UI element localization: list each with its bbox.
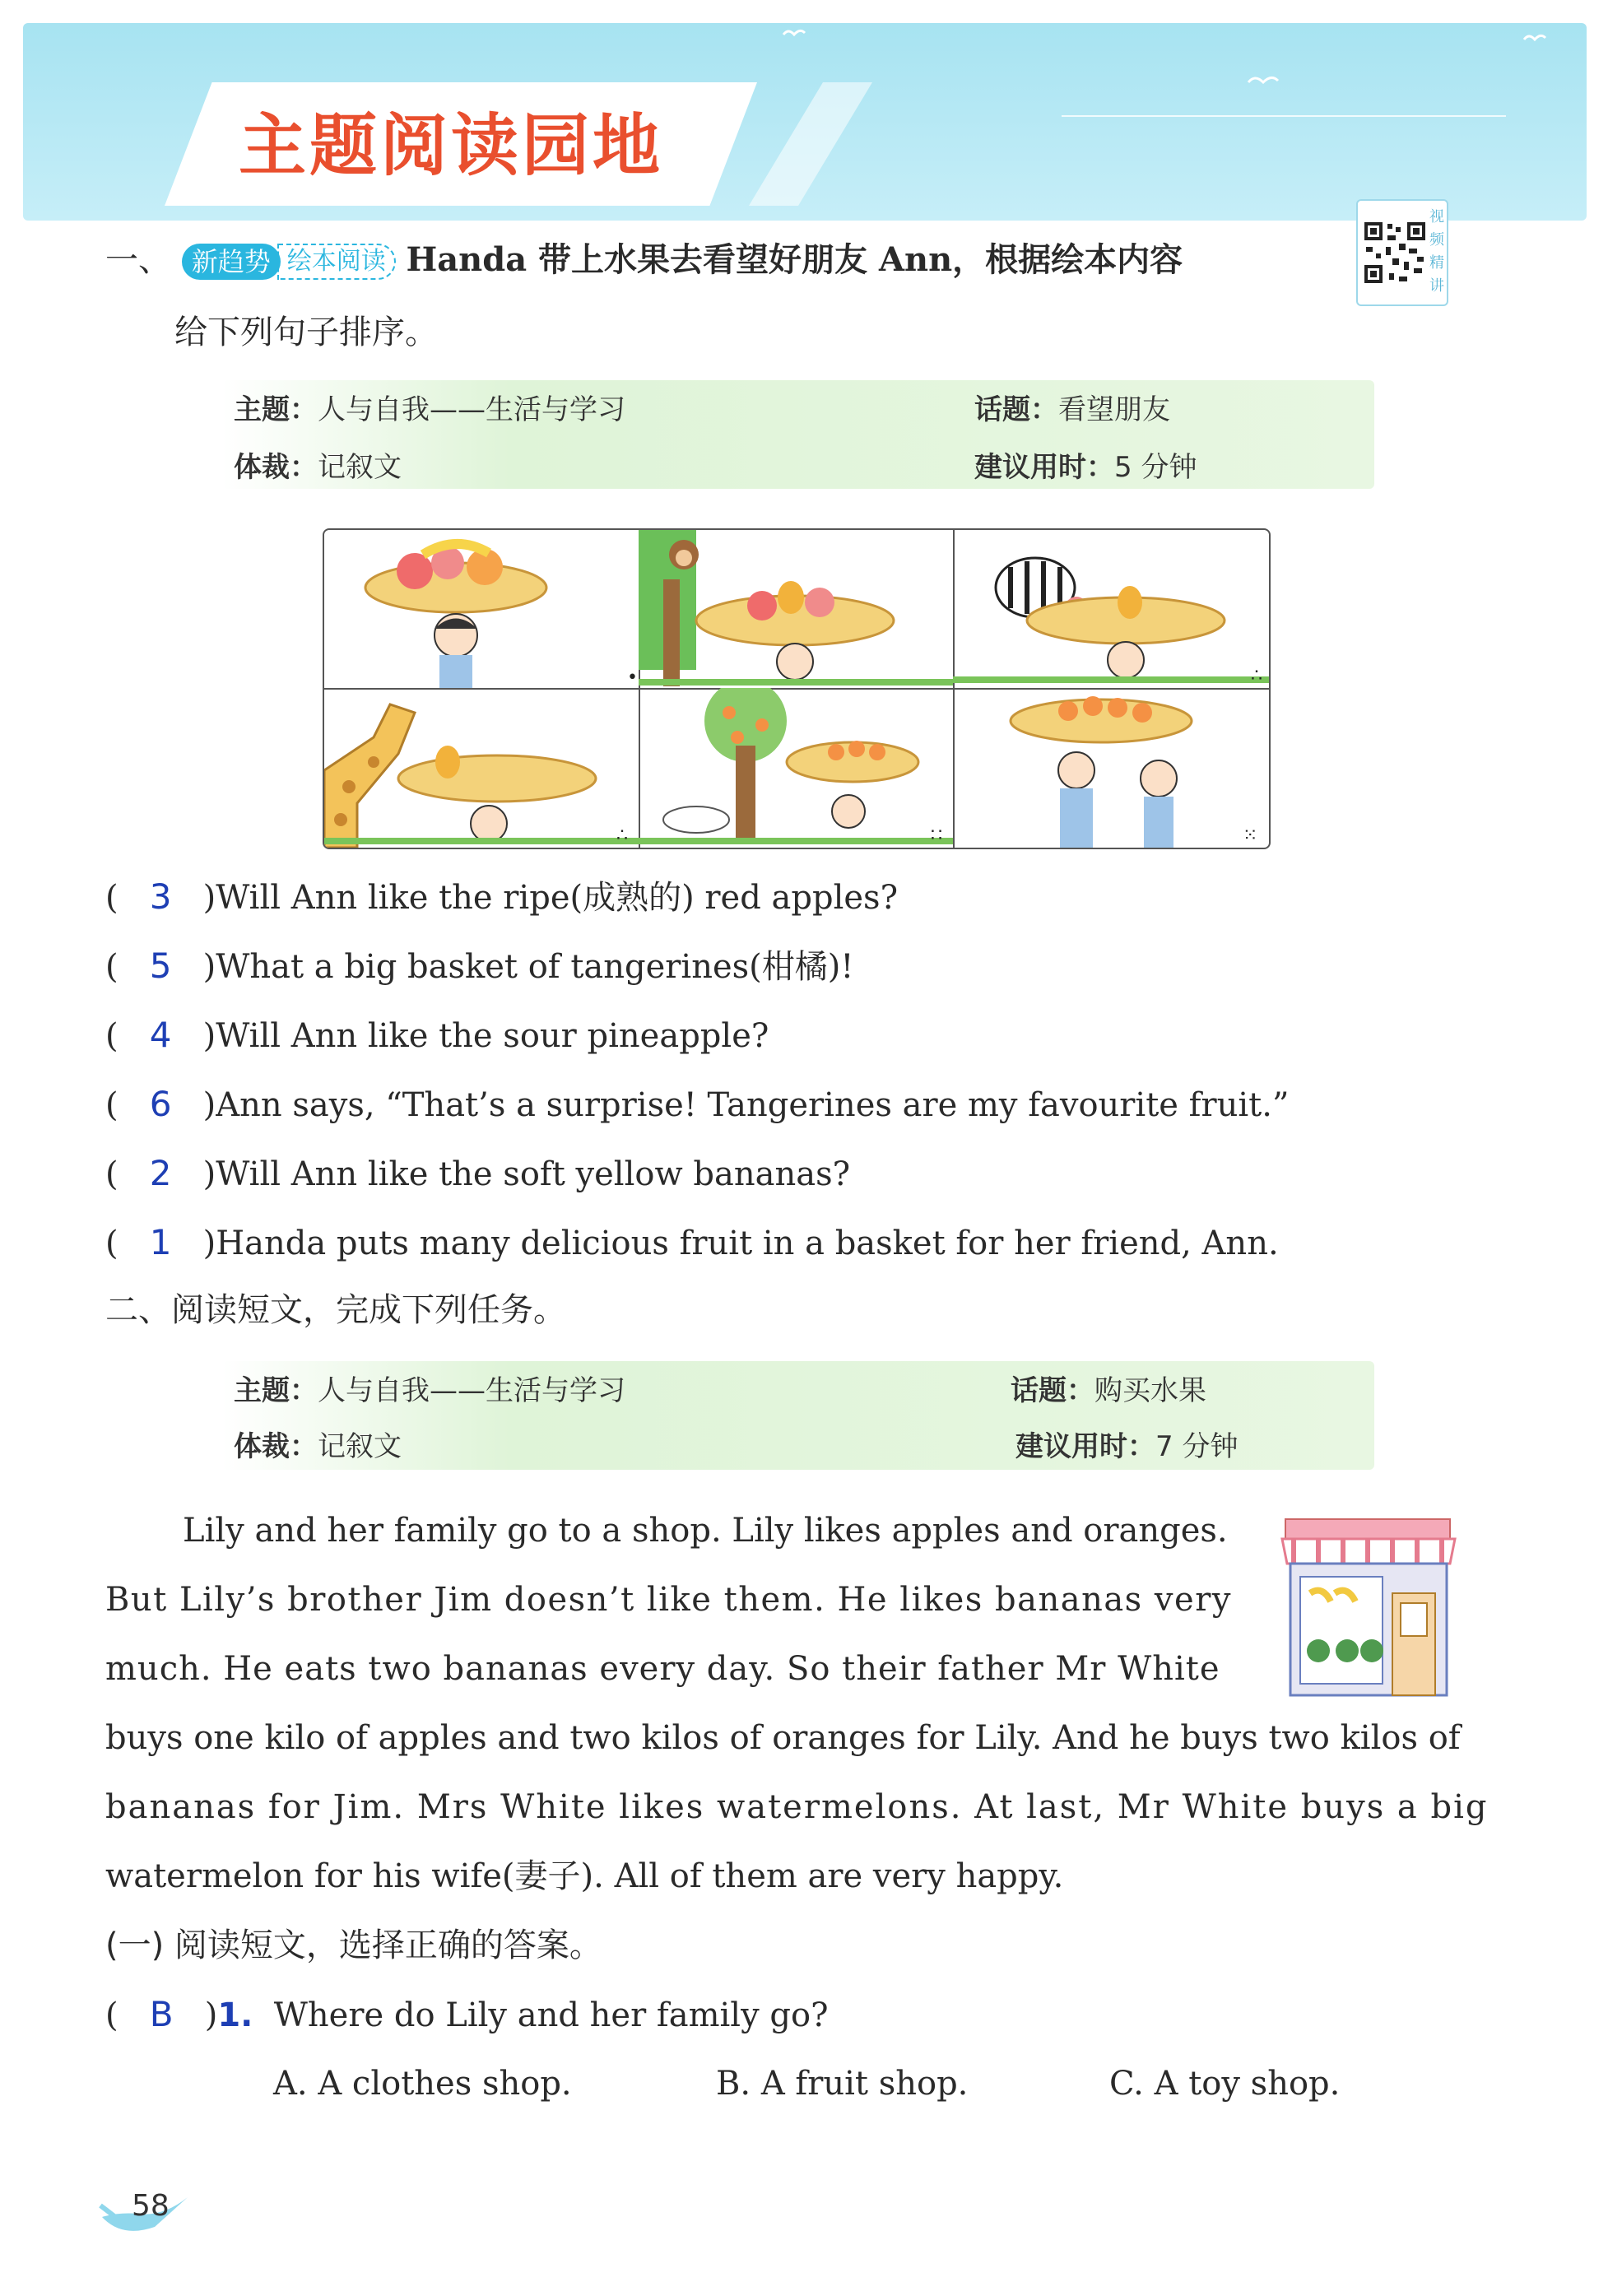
info-time	[1015, 1430, 1238, 1463]
panel-illustration	[953, 688, 1269, 848]
bird-icon	[1522, 33, 1547, 43]
question-1: ( B )1. Where do Lily and her family go?	[105, 1994, 829, 2034]
time-value: 7 分钟	[1155, 1430, 1239, 1463]
page-title: 主题阅读园地	[239, 107, 664, 185]
question-number: 1.	[217, 1996, 253, 2034]
panel-ann	[953, 688, 1269, 848]
section1-heading	[105, 240, 1183, 280]
panel-illustration	[639, 530, 953, 688]
item-text: )Will Ann like the sour pineapple?	[202, 1017, 769, 1055]
page-number: 58	[132, 2189, 170, 2223]
answer[interactable]: 3	[149, 876, 172, 917]
info-genre	[234, 451, 402, 484]
list-item: ( 2 )Will Ann like the soft yellow bananas?	[105, 1153, 851, 1193]
passage-line: But Lily’s brother Jim doesn’t like them. He likes bananas very	[105, 1581, 1232, 1619]
topic-label: 话题：	[1011, 1374, 1094, 1407]
info-genre	[234, 1430, 402, 1463]
topic-label: 话题：	[974, 393, 1058, 426]
panel-mark: ∴	[1251, 666, 1262, 686]
genre-label: 体裁：	[234, 451, 318, 484]
theme-value: 人与自我——生活与学习	[318, 393, 625, 426]
answer[interactable]: 1	[149, 1222, 172, 1262]
info-time	[974, 451, 1197, 484]
passage-line: watermelon for his wife(妻子). All of them are very happy.	[105, 1857, 1064, 1895]
passage-line: Lily and her family go to a shop. Lily likes apples and oranges.	[183, 1512, 1228, 1550]
answer[interactable]: 5	[149, 946, 172, 986]
option-a[interactable]: A. A clothes shop.	[273, 2065, 572, 2103]
answer[interactable]: B	[149, 1994, 174, 2034]
panel-bananas	[324, 530, 640, 690]
qr-code-icon	[1363, 207, 1427, 300]
option-c[interactable]: C. A toy shop.	[1109, 2065, 1341, 2103]
panel-mark: ∴	[616, 825, 628, 846]
list-item: ( 6 )Ann says, “That’s a surprise! Tangerines are my favourite fruit.”	[105, 1084, 1290, 1124]
panel-mark: ∷	[931, 825, 942, 846]
panel-mark: ⁙	[1243, 825, 1258, 846]
section1-instruction-line2: 给下列句子排序。	[174, 314, 438, 351]
question-text: Where do Lily and her family go?	[273, 1996, 829, 2034]
passage-line: buys one kilo of apples and two kilos of oranges for Lily. And he buys two kilos of	[105, 1719, 1461, 1757]
picture-book-panels	[323, 528, 1271, 849]
item-text: )What a big basket of tangerines(柑橘)!	[202, 948, 854, 986]
genre-label: 体裁：	[234, 1430, 318, 1463]
passage-line: much. He eats two bananas every day. So their father Mr White	[105, 1650, 1220, 1688]
theme-label: 主题：	[234, 1374, 318, 1407]
time-label: 建议用时：	[974, 451, 1114, 484]
item-text: )Will Ann like the soft yellow bananas?	[202, 1155, 851, 1193]
panel-illustration	[639, 688, 953, 848]
panel-illustration	[324, 530, 639, 688]
info-topic	[1011, 1374, 1206, 1407]
answer[interactable]: 2	[149, 1153, 172, 1193]
section2-heading: 二、阅读短文，完成下列任务。	[105, 1291, 566, 1329]
answer[interactable]: 6	[149, 1084, 172, 1124]
fruit-shop-icon	[1277, 1511, 1460, 1697]
time-label: 建议用时：	[1015, 1430, 1155, 1463]
item-text: )Handa puts many delicious fruit in a basket for her friend, Ann.	[202, 1225, 1279, 1262]
banner-line	[1062, 115, 1506, 117]
panel-zebra	[953, 530, 1269, 690]
bird-icon	[1247, 74, 1280, 87]
genre-value: 记叙文	[318, 1430, 402, 1463]
panel-mark: •	[627, 667, 638, 688]
passage-line: bananas for Jim. Mrs White likes watermelons. At last, Mr White buys a big	[105, 1788, 1489, 1826]
section1-number: 一、	[105, 241, 171, 279]
list-item: ( 3 )Will Ann like the ripe(成熟的) red apples?	[105, 876, 899, 917]
section1-instruction: Handa 带上水果去看望好朋友 Ann，根据绘本内容	[406, 240, 1183, 279]
list-item: ( 5 )What a big basket of tangerines(柑橘)!	[105, 946, 854, 986]
time-value: 5 分钟	[1114, 451, 1197, 484]
list-item: ( 4 )Will Ann like the sour pineapple?	[105, 1015, 769, 1055]
answer[interactable]: 4	[149, 1015, 172, 1055]
qr-label: 视频精讲	[1429, 208, 1444, 295]
panel-illustration	[953, 530, 1269, 688]
subheading: (一) 阅读短文，选择正确的答案。	[105, 1927, 602, 1964]
topic-value: 看望朋友	[1058, 393, 1170, 426]
info-theme	[234, 1374, 625, 1407]
theme-value: 人与自我——生活与学习	[318, 1374, 625, 1407]
list-item: ( 1 )Handa puts many delicious fruit in a basket for her friend, Ann.	[105, 1222, 1279, 1262]
bird-icon	[782, 28, 806, 38]
info-theme	[234, 393, 625, 426]
trend-badge: 新趋势	[182, 244, 281, 280]
info-topic	[974, 393, 1170, 426]
panel-giraffe	[324, 688, 640, 848]
theme-label: 主题：	[234, 393, 318, 426]
panel-monkey	[639, 530, 955, 690]
qr-code-block[interactable]	[1356, 199, 1448, 306]
panel-goat	[639, 688, 955, 848]
genre-value: 记叙文	[318, 451, 402, 484]
item-text: )Will Ann like the ripe(成熟的) red apples?	[202, 879, 899, 917]
option-b[interactable]: B. A fruit shop.	[716, 2065, 969, 2103]
topic-value: 购买水果	[1094, 1374, 1206, 1407]
item-text: )Ann says, “That’s a surprise! Tangerines are my favourite fruit.”	[202, 1086, 1290, 1124]
picture-book-tag: 绘本阅读	[277, 244, 396, 280]
panel-illustration	[324, 688, 639, 848]
